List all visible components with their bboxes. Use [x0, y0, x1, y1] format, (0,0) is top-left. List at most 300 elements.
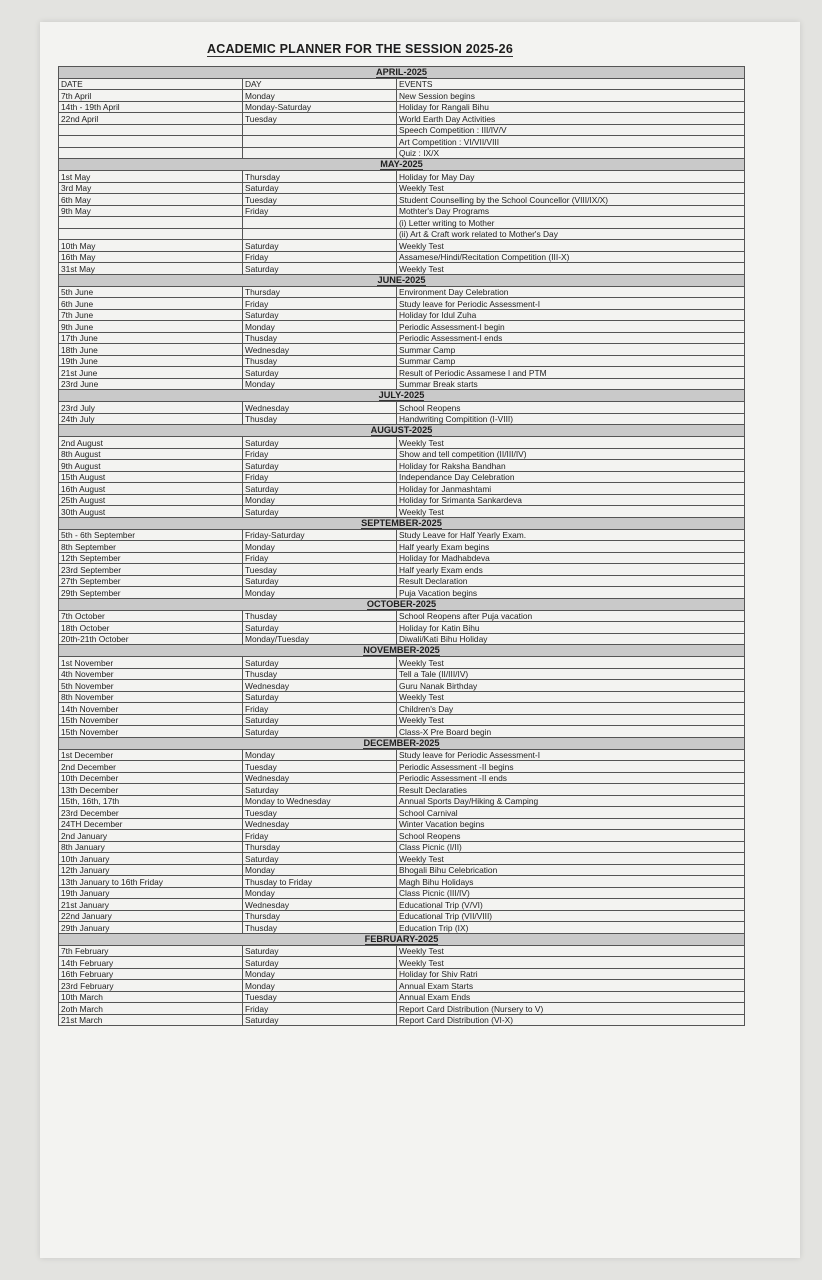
date-cell: 5th November — [59, 680, 243, 692]
table-row — [59, 309, 745, 321]
event-cell: Weekly Test — [397, 853, 745, 865]
day-cell: Friday — [243, 703, 397, 715]
event-cell: Weekly Test — [397, 437, 745, 449]
date-cell: 23rd February — [59, 980, 243, 992]
date-cell: 4th November — [59, 668, 243, 680]
event-cell: Diwali/Kati Bihu Holiday — [397, 633, 745, 645]
table-row — [59, 355, 745, 367]
date-cell: 10th May — [59, 240, 243, 252]
table-row — [59, 228, 745, 240]
day-cell: Saturday — [243, 726, 397, 738]
date-cell: 16th August — [59, 483, 243, 495]
table-row — [59, 991, 745, 1003]
day-cell: Friday — [243, 448, 397, 460]
table-row — [59, 471, 745, 483]
table-row — [59, 784, 745, 796]
day-cell: Monday — [243, 968, 397, 980]
table-row — [59, 968, 745, 980]
month-header-row — [59, 274, 745, 286]
day-cell: Friday-Saturday — [243, 529, 397, 541]
date-cell: 15th, 16th, 17th — [59, 795, 243, 807]
month-header-row — [59, 645, 745, 657]
column-header-row — [59, 79, 745, 90]
date-cell: 21st June — [59, 367, 243, 379]
day-cell: Thusday — [243, 332, 397, 344]
table-row — [59, 136, 745, 148]
date-cell: 10th March — [59, 991, 243, 1003]
day-cell: Monday — [243, 864, 397, 876]
day-cell — [243, 147, 397, 159]
table-row — [59, 841, 745, 853]
day-cell: Thusday — [243, 413, 397, 425]
table-row — [59, 494, 745, 506]
month-title — [59, 933, 745, 945]
month-title — [59, 67, 745, 79]
table-row — [59, 251, 745, 263]
date-cell: 2oth March — [59, 1003, 243, 1015]
day-cell: Saturday — [243, 1014, 397, 1026]
table-row — [59, 113, 745, 125]
day-cell: Thursday — [243, 286, 397, 298]
date-cell: 2nd August — [59, 437, 243, 449]
table-row — [59, 460, 745, 472]
day-cell: Thusday — [243, 610, 397, 622]
date-cell — [59, 228, 243, 240]
month-title — [59, 645, 745, 657]
date-cell: 24TH December — [59, 818, 243, 830]
month-label: APRIL-2025 — [375, 67, 428, 77]
event-cell: Environment Day Celebration — [397, 286, 745, 298]
date-cell: 24th July — [59, 413, 243, 425]
day-cell: Monday — [243, 90, 397, 102]
month-header-row — [59, 598, 745, 610]
day-cell: Saturday — [243, 575, 397, 587]
table-row — [59, 772, 745, 784]
table-row — [59, 910, 745, 922]
event-cell: Half yearly Exam begins — [397, 541, 745, 553]
table-row — [59, 749, 745, 761]
day-cell: Saturday — [243, 957, 397, 969]
event-cell: Periodic Assessment -II ends — [397, 772, 745, 784]
event-cell: Mothter's Day Programs — [397, 205, 745, 217]
event-cell: Holiday for Janmashtami — [397, 483, 745, 495]
event-cell: Student Counselling by the School Councellor (VIII/IX/X) — [397, 194, 745, 206]
table-row — [59, 90, 745, 102]
event-cell: Result Declaraties — [397, 784, 745, 796]
table-row — [59, 876, 745, 888]
day-cell: Saturday — [243, 853, 397, 865]
table-row — [59, 402, 745, 414]
day-cell: Monday — [243, 587, 397, 599]
event-cell: Holiday for Madhabdeva — [397, 552, 745, 564]
date-cell: 15th November — [59, 714, 243, 726]
event-cell: Guru Nanak Birthday — [397, 680, 745, 692]
event-cell: Holiday for Shiv Ratri — [397, 968, 745, 980]
event-cell: Holiday for Rangali Bihu — [397, 101, 745, 113]
page-title: ACADEMIC PLANNER FOR THE SESSION 2025-26 — [207, 42, 513, 56]
date-cell: 12th January — [59, 864, 243, 876]
table-row — [59, 633, 745, 645]
date-cell: 25th August — [59, 494, 243, 506]
date-cell: 14th February — [59, 957, 243, 969]
event-cell: World Earth Day Activities — [397, 113, 745, 125]
table-row — [59, 564, 745, 576]
day-cell: Wednesday — [243, 402, 397, 414]
event-cell: Assamese/Hindi/Recitation Competition (III-X) — [397, 251, 745, 263]
event-cell: Art Competition : VI/VII/VIII — [397, 136, 745, 148]
day-cell: Thursday — [243, 171, 397, 183]
table-row — [59, 448, 745, 460]
event-cell: Weekly Test — [397, 657, 745, 669]
event-cell: Holiday for Srimanta Sankardeva — [397, 494, 745, 506]
date-cell — [59, 147, 243, 159]
event-cell: Weekly Test — [397, 506, 745, 518]
table-row — [59, 147, 745, 159]
date-cell: 12th September — [59, 552, 243, 564]
date-cell: 16th February — [59, 968, 243, 980]
date-cell: 6th May — [59, 194, 243, 206]
day-cell: Thusday — [243, 668, 397, 680]
event-cell: Independance Day Celebration — [397, 471, 745, 483]
date-cell: 14th - 19th April — [59, 101, 243, 113]
day-cell: Wednesday — [243, 680, 397, 692]
table-row — [59, 240, 745, 252]
day-cell: Saturday — [243, 263, 397, 275]
event-cell: Weekly Test — [397, 714, 745, 726]
day-cell: Monday to Wednesday — [243, 795, 397, 807]
table-row — [59, 332, 745, 344]
date-cell: 17th June — [59, 332, 243, 344]
date-cell: 5th - 6th September — [59, 529, 243, 541]
date-cell: 19th June — [59, 355, 243, 367]
month-label: JUNE-2025 — [377, 274, 426, 285]
day-cell: Saturday — [243, 483, 397, 495]
event-cell: Educational Trip (VII/VIII) — [397, 910, 745, 922]
day-cell — [243, 124, 397, 136]
event-cell: Report Card Distribution (VI-X) — [397, 1014, 745, 1026]
table-row — [59, 807, 745, 819]
day-cell: Saturday — [243, 657, 397, 669]
event-cell: Study Leave for Half Yearly Exam. — [397, 529, 745, 541]
day-cell: Friday — [243, 205, 397, 217]
date-cell: 21st March — [59, 1014, 243, 1026]
table-row — [59, 622, 745, 634]
date-cell: 1st May — [59, 171, 243, 183]
month-title — [59, 425, 745, 437]
table-row — [59, 795, 745, 807]
table-row — [59, 887, 745, 899]
date-cell: 10th January — [59, 853, 243, 865]
table-row — [59, 680, 745, 692]
table-row — [59, 945, 745, 957]
event-cell: Summar Camp — [397, 355, 745, 367]
date-cell: 23rd July — [59, 402, 243, 414]
day-cell: Friday — [243, 552, 397, 564]
date-cell: 7th October — [59, 610, 243, 622]
event-cell: Result Declaration — [397, 575, 745, 587]
table-row — [59, 691, 745, 703]
table-row — [59, 124, 745, 136]
table-row — [59, 378, 745, 390]
event-cell: Puja Vacation begins — [397, 587, 745, 599]
date-cell: 1st November — [59, 657, 243, 669]
month-label: SEPTEMBER-2025 — [361, 517, 442, 528]
month-header-row — [59, 737, 745, 749]
event-cell: School Reopens — [397, 402, 745, 414]
day-cell — [243, 228, 397, 240]
table-row — [59, 344, 745, 356]
event-cell: Annual Sports Day/Hiking & Camping — [397, 795, 745, 807]
date-cell: 27th September — [59, 575, 243, 587]
date-cell: 5th June — [59, 286, 243, 298]
month-header-row — [59, 933, 745, 945]
day-cell: Tuesday — [243, 807, 397, 819]
day-cell: Wednesday — [243, 344, 397, 356]
event-cell: School Reopens after Puja vacation — [397, 610, 745, 622]
day-cell: Saturday — [243, 691, 397, 703]
table-row — [59, 610, 745, 622]
month-label: FEBRUARY-2025 — [364, 933, 439, 944]
event-cell: Speech Competition : III/IV/V — [397, 124, 745, 136]
day-cell: Friday — [243, 471, 397, 483]
table-row — [59, 529, 745, 541]
planner-table — [58, 66, 745, 1026]
event-cell: School Reopens — [397, 830, 745, 842]
day-cell: Wednesday — [243, 772, 397, 784]
month-header-row — [59, 425, 745, 437]
event-cell: Weekly Test — [397, 182, 745, 194]
event-cell: (i) Letter writing to Mother — [397, 217, 745, 229]
day-cell: Thursday — [243, 910, 397, 922]
event-cell: Educational Trip (V/VI) — [397, 899, 745, 911]
date-cell: 29th September — [59, 587, 243, 599]
table-row — [59, 575, 745, 587]
table-row — [59, 761, 745, 773]
table-row — [59, 1003, 745, 1015]
table-row — [59, 263, 745, 275]
date-cell: 23rd December — [59, 807, 243, 819]
date-cell: 9th May — [59, 205, 243, 217]
date-cell: 10th December — [59, 772, 243, 784]
month-title — [59, 274, 745, 286]
date-cell: 14th November — [59, 703, 243, 715]
table-row — [59, 1014, 745, 1026]
date-cell: 30th August — [59, 506, 243, 518]
day-cell: Saturday — [243, 367, 397, 379]
table-row — [59, 205, 745, 217]
day-cell: Saturday — [243, 945, 397, 957]
day-cell: Tuesday — [243, 761, 397, 773]
table-row — [59, 413, 745, 425]
day-cell: Tuesday — [243, 113, 397, 125]
table-row — [59, 367, 745, 379]
event-cell: New Session begins — [397, 90, 745, 102]
event-cell: Tell a Tale (II/III/IV) — [397, 668, 745, 680]
table-row — [59, 899, 745, 911]
month-header-row — [59, 67, 745, 79]
event-cell: Study leave for Periodic Assessment-I — [397, 298, 745, 310]
table-row — [59, 703, 745, 715]
day-cell: Saturday — [243, 506, 397, 518]
event-cell: Class Picnic (I/II) — [397, 841, 745, 853]
table-row — [59, 217, 745, 229]
planner-page — [40, 22, 800, 1258]
day-cell: Friday — [243, 298, 397, 310]
event-cell: Periodic Assessment-I ends — [397, 332, 745, 344]
month-title — [59, 598, 745, 610]
event-cell: Result of Periodic Assamese I and PTM — [397, 367, 745, 379]
day-cell: Saturday — [243, 622, 397, 634]
day-cell: Monday — [243, 494, 397, 506]
day-cell: Monday — [243, 887, 397, 899]
event-cell: Bhogali Bihu Celebrication — [397, 864, 745, 876]
table-row — [59, 668, 745, 680]
event-cell: (ii) Art & Craft work related to Mother's Day — [397, 228, 745, 240]
day-cell — [243, 217, 397, 229]
date-cell: 13th December — [59, 784, 243, 796]
date-cell: 8th January — [59, 841, 243, 853]
event-cell: Weekly Test — [397, 957, 745, 969]
date-cell: 23rd June — [59, 378, 243, 390]
table-row — [59, 171, 745, 183]
event-cell: Handwriting Compitition (I-VIII) — [397, 413, 745, 425]
event-cell: School Carnival — [397, 807, 745, 819]
table-row — [59, 657, 745, 669]
date-cell: 20th-21th October — [59, 633, 243, 645]
table-row — [59, 437, 745, 449]
event-cell: Periodic Assessment -II begins — [397, 761, 745, 773]
day-cell: Tuesday — [243, 991, 397, 1003]
event-cell: Education Trip (IX) — [397, 922, 745, 934]
date-cell: 2nd January — [59, 830, 243, 842]
event-cell: Children's Day — [397, 703, 745, 715]
day-cell: Monday/Tuesday — [243, 633, 397, 645]
date-cell: 8th August — [59, 448, 243, 460]
day-cell: Saturday — [243, 240, 397, 252]
event-cell: Holiday for May Day — [397, 171, 745, 183]
event-cell: Weekly Test — [397, 945, 745, 957]
date-cell: 29th January — [59, 922, 243, 934]
table-row — [59, 957, 745, 969]
day-cell: Friday — [243, 830, 397, 842]
date-cell: 18th June — [59, 344, 243, 356]
event-cell: Winter Vacation begins — [397, 818, 745, 830]
day-cell: Monday — [243, 321, 397, 333]
day-cell — [243, 136, 397, 148]
month-title — [59, 517, 745, 529]
event-cell: Class-X Pre Board begin — [397, 726, 745, 738]
column-header-day: DAY — [243, 79, 397, 90]
date-cell: 2nd December — [59, 761, 243, 773]
day-cell: Thusday — [243, 355, 397, 367]
date-cell: 21st January — [59, 899, 243, 911]
event-cell: Annual Exam Starts — [397, 980, 745, 992]
event-cell: Annual Exam Ends — [397, 991, 745, 1003]
date-cell: 31st May — [59, 263, 243, 275]
date-cell: 7th February — [59, 945, 243, 957]
table-row — [59, 182, 745, 194]
month-label: AUGUST-2025 — [370, 425, 433, 435]
date-cell: 8th November — [59, 691, 243, 703]
column-header-events: EVENTS — [397, 79, 745, 90]
day-cell: Thusday to Friday — [243, 876, 397, 888]
date-cell: 7th April — [59, 90, 243, 102]
table-row — [59, 506, 745, 518]
day-cell: Tuesday — [243, 564, 397, 576]
column-header-date: DATE — [59, 79, 243, 90]
table-row — [59, 321, 745, 333]
table-row — [59, 726, 745, 738]
event-cell: Holiday for Raksha Bandhan — [397, 460, 745, 472]
day-cell: Saturday — [243, 437, 397, 449]
date-cell: 13th January to 16th Friday — [59, 876, 243, 888]
date-cell: 19th January — [59, 887, 243, 899]
table-row — [59, 101, 745, 113]
date-cell: 16th May — [59, 251, 243, 263]
table-row — [59, 298, 745, 310]
day-cell: Saturday — [243, 784, 397, 796]
date-cell: 22nd January — [59, 910, 243, 922]
table-row — [59, 980, 745, 992]
table-row — [59, 286, 745, 298]
month-label: NOVEMBER-2025 — [363, 645, 440, 655]
day-cell: Wednesday — [243, 818, 397, 830]
date-cell: 15th August — [59, 471, 243, 483]
event-cell: Holiday for Katin Bihu — [397, 622, 745, 634]
day-cell: Wednesday — [243, 899, 397, 911]
date-cell — [59, 136, 243, 148]
event-cell: Show and tell competition (II/III/IV) — [397, 448, 745, 460]
month-title — [59, 390, 745, 402]
table-row — [59, 587, 745, 599]
day-cell: Thursday — [243, 841, 397, 853]
month-header-row — [59, 159, 745, 171]
event-cell: Class Picnic (III/IV) — [397, 887, 745, 899]
month-label: OCTOBER-2025 — [366, 598, 437, 609]
day-cell: Saturday — [243, 182, 397, 194]
day-cell: Monday — [243, 378, 397, 390]
date-cell: 22nd April — [59, 113, 243, 125]
event-cell: Summar Camp — [397, 344, 745, 356]
date-cell: 8th September — [59, 541, 243, 553]
month-label: DECEMBER-2025 — [363, 737, 440, 748]
date-cell: 9th June — [59, 321, 243, 333]
day-cell: Monday-Saturday — [243, 101, 397, 113]
event-cell: Periodic Assessment-I begin — [397, 321, 745, 333]
event-cell: Summar Break starts — [397, 378, 745, 390]
month-title — [59, 737, 745, 749]
event-cell: Study leave for Periodic Assessment-I — [397, 749, 745, 761]
date-cell: 7th June — [59, 309, 243, 321]
event-cell: Report Card Distribution (Nursery to V) — [397, 1003, 745, 1015]
date-cell: 9th August — [59, 460, 243, 472]
date-cell: 18th October — [59, 622, 243, 634]
month-title — [59, 159, 745, 171]
day-cell: Monday — [243, 749, 397, 761]
day-cell: Friday — [243, 251, 397, 263]
day-cell: Saturday — [243, 460, 397, 472]
table-row — [59, 552, 745, 564]
event-cell: Weekly Test — [397, 240, 745, 252]
event-cell: Weekly Test — [397, 691, 745, 703]
event-cell: Holiday for Idul Zuha — [397, 309, 745, 321]
month-label: JULY-2025 — [378, 390, 425, 400]
event-cell: Weekly Test — [397, 263, 745, 275]
table-row — [59, 853, 745, 865]
event-cell: Quiz : IX/X — [397, 147, 745, 159]
table-row — [59, 483, 745, 495]
table-row — [59, 830, 745, 842]
